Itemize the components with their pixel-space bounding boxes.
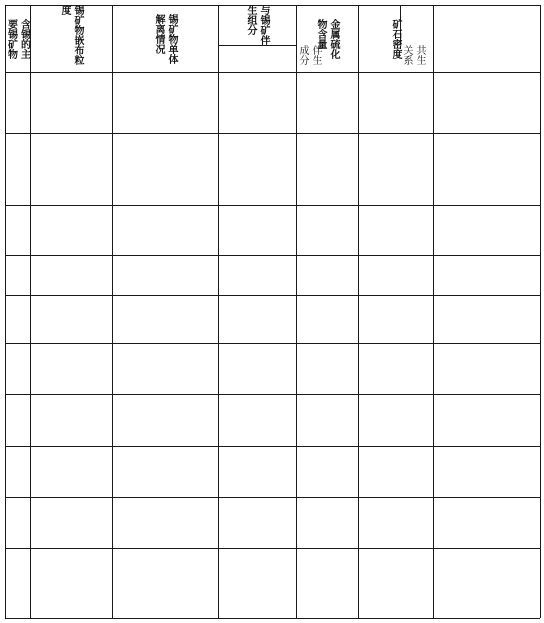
header-grain-size [30, 5, 112, 72]
grid-line [433, 5, 434, 618]
grid-line [5, 343, 540, 344]
header-density-text: 矿石密度 [390, 18, 401, 59]
grid-line [5, 618, 540, 619]
grid-line [5, 133, 540, 134]
grid-line [5, 295, 540, 296]
grid-line [5, 446, 540, 447]
grid-line [5, 255, 540, 256]
header-liberation-text: 锡矿物单体 解离情况 [153, 13, 177, 64]
grid-line [296, 5, 297, 618]
header-grain-size-text: 锡矿物嵌布粒度 [59, 5, 83, 65]
header-associated-group-text: 与锡矿伴生组分 [245, 5, 269, 45]
grid-line [112, 5, 113, 618]
grid-line [5, 394, 540, 395]
header-symbiosis-text: 共生关系 [401, 45, 425, 65]
header-main-mineral [5, 5, 30, 72]
header-sulfide-text: 金属硫化 物含量 [315, 18, 339, 59]
grid-line [358, 5, 359, 618]
grid-line [218, 5, 219, 618]
grid-line [5, 548, 540, 549]
header-main-mineral-text: 含锡的主 要锡矿物 [5, 18, 30, 59]
header-associated-components-text: 伴生成分 [297, 45, 321, 65]
grid-line [5, 205, 540, 206]
header-density [358, 5, 433, 72]
grid-line [5, 5, 6, 618]
grid-line [30, 5, 31, 618]
grid-line [5, 497, 540, 498]
header-associated-group [218, 5, 296, 45]
header-sulfide [296, 5, 358, 72]
grid-line [5, 72, 540, 73]
header-liberation [112, 5, 218, 72]
grid-line [540, 5, 541, 618]
